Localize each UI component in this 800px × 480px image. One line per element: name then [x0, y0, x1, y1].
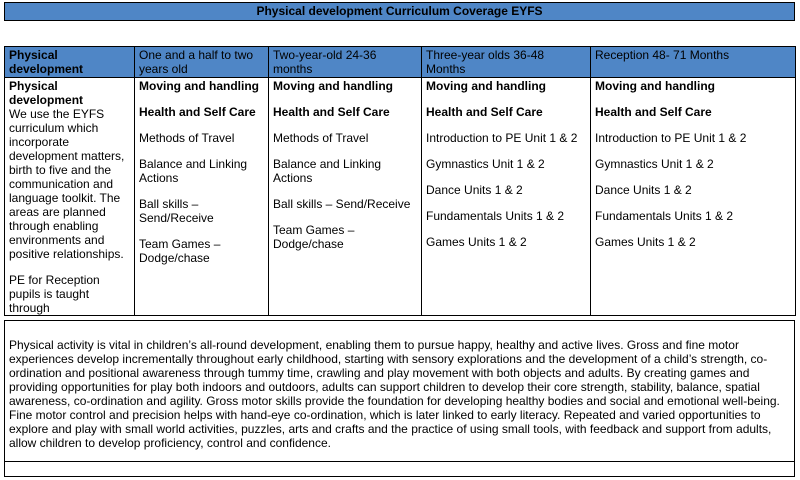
list-item: Gymnastics Unit 1 & 2 — [426, 157, 545, 171]
list-item: Dance Units 1 & 2 — [426, 183, 523, 197]
content-row — [5, 78, 796, 316]
list-item: Methods of Travel — [273, 131, 369, 145]
cell-18-24-months — [135, 78, 269, 316]
list-item: Team Games – Dodge/chase — [273, 223, 355, 251]
list-item: Methods of Travel — [139, 131, 235, 145]
description-text: Physical activity is vital in children’s all-round development, enabling them to pursue happy, healthy and active lives. Gross and fine motor experiences develop incrementally throughout early childhood, starting with sensory explorations and the development of a child’s strength, co-ordination and positional awareness through tummy time, crawling and play movement with both objects and adults. By creating games and providing opportunities for play both indoors and outdoors, adults can support children to develop their core strength, stability, balance, spatial awareness, co-ordination and agility. Gross motor skills provide the foundation for developing healthy bodies and social and emotional well-being. Fine motor control and precision helps with hand-eye co-ordination, which is later linked to early literacy. Repeated and varied opportunities to explore and play with small world activities, puzzles, arts and crafts and the practice of using small tools, with feedback and support from adults, allow children to develop proficiency, control and confidence. — [9, 338, 780, 450]
header-18-24-months: One and a half to two years old — [135, 47, 269, 78]
list-item: Games Units 1 & 2 — [595, 235, 696, 249]
list-item: Introduction to PE Unit 1 & 2 — [595, 131, 747, 145]
header-reception: Reception 48- 71 Months — [591, 47, 796, 78]
header-row — [5, 47, 796, 78]
list-item: Team Games – Dodge/chase — [139, 237, 221, 265]
list-item: Gymnastics Unit 1 & 2 — [595, 157, 714, 171]
moving-handling-heading: Moving and handling — [139, 79, 259, 93]
list-item: Introduction to PE Unit 1 & 2 — [426, 131, 578, 145]
description-box — [4, 320, 795, 477]
health-self-care-heading: Health and Self Care — [139, 105, 256, 119]
list-item: Ball skills – Send/Receive — [139, 197, 214, 225]
list-item: Games Units 1 & 2 — [426, 235, 527, 249]
page-title: Physical development Curriculum Coverage EYFS — [4, 2, 795, 21]
moving-handling-heading: Moving and handling — [273, 79, 393, 93]
header-24-36-months: Two-year-old 24-36 months — [269, 47, 422, 78]
divider — [5, 461, 794, 462]
intro-heading: Physical development — [9, 79, 84, 107]
cell-reception — [591, 78, 796, 316]
health-self-care-heading: Health and Self Care — [426, 105, 543, 119]
health-self-care-heading: Health and Self Care — [595, 105, 712, 119]
header-physical-development: Physical development — [5, 47, 135, 78]
cell-intro — [5, 78, 135, 316]
list-item: Fundamentals Units 1 & 2 — [426, 209, 565, 223]
list-item: Fundamentals Units 1 & 2 — [595, 209, 734, 223]
intro-paragraph: We use the EYFS curriculum which incorporate development matters, birth to five and the communication and language toolkit. The areas are planned through enabling environments and positive relationships. — [9, 107, 125, 261]
header-36-48-months: Three-year olds 36-48 Months — [422, 47, 591, 78]
list-item: Dance Units 1 & 2 — [595, 183, 692, 197]
curriculum-table — [4, 46, 796, 316]
cell-24-36-months — [269, 78, 422, 316]
list-item: Balance and Linking Actions — [139, 157, 248, 185]
health-self-care-heading: Health and Self Care — [273, 105, 390, 119]
cell-36-48-months — [422, 78, 591, 316]
list-item: Ball skills – Send/Receive — [273, 197, 411, 211]
list-item: Balance and Linking Actions — [273, 157, 382, 185]
moving-handling-heading: Moving and handling — [426, 79, 546, 93]
moving-handling-heading: Moving and handling — [595, 79, 715, 93]
intro-paragraph-2: PE for Reception pupils is taught through — [9, 273, 100, 315]
